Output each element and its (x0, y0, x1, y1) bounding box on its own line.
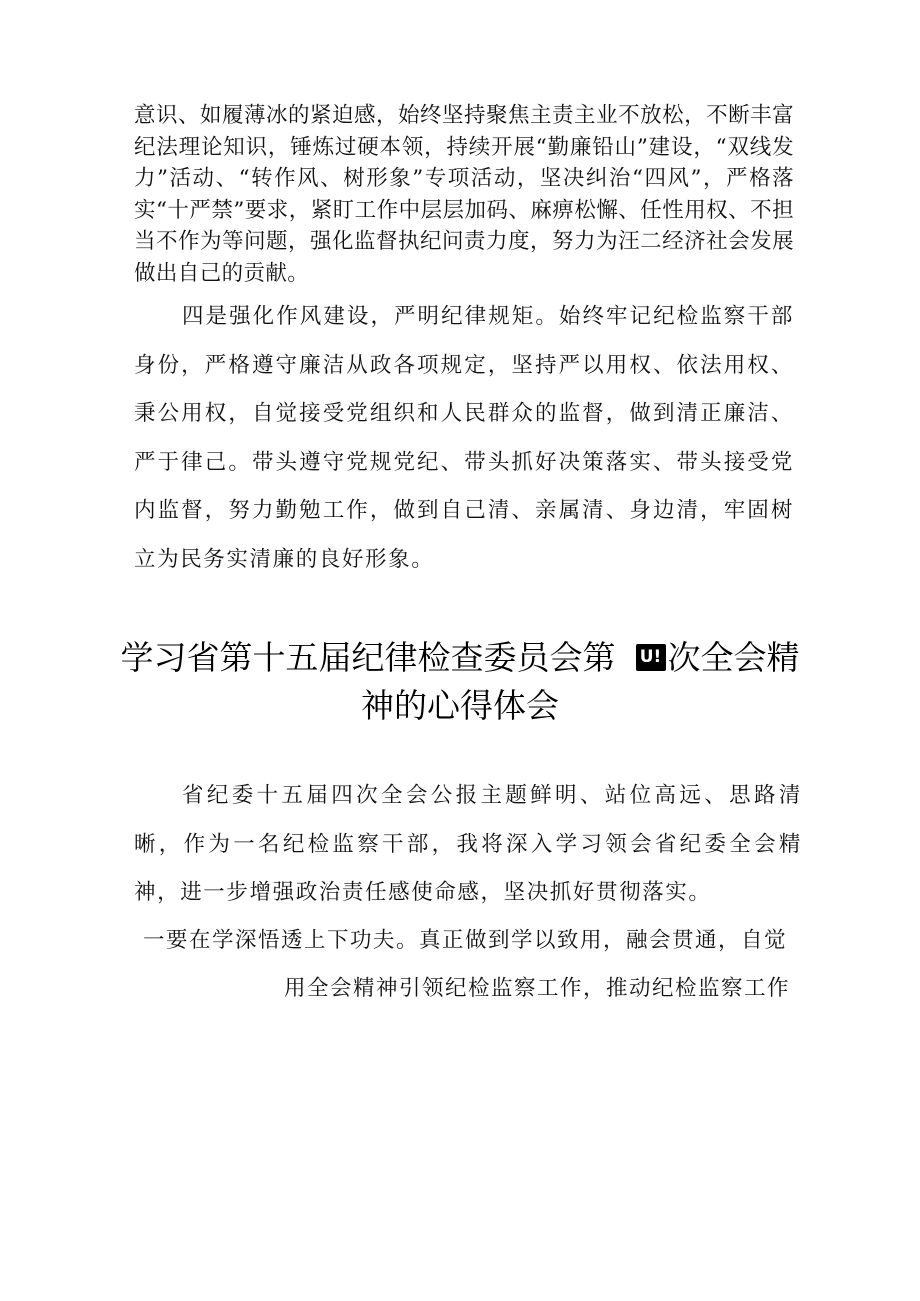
paragraph-continued: 意识、如履薄冰的紧迫感，始终坚持聚焦主责主业不放松，不断丰富纪法理论知识，锤炼过硬本领，持续开展“勤廉铅山”建设，“双线发力”活动、“转作风、树形象”专项活动，坚决纠治“四风”，严格落实“十严禁”要求，紧盯工作中层层加码、麻痹松懈、任性用权、不担当不作为等问题，强化监督执纪问责力度，努力为汪二经济社会发展做出自己的贡献。 (134, 103, 794, 286)
article-title-part1: 学习省第十五届纪律检查委员会第 (120, 638, 616, 677)
paragraph-point-one: 一要在学深悟透上下功夫。真正做到学以致用，融会贯通，自觉 (143, 928, 788, 953)
article-title (120, 634, 800, 730)
paragraph-intro: 省纪委十五届四次全会公报主题鲜明、站位高远、思路清晰，作为一名纪检监察干部，我将深入学习领会省纪委全会精神，进一步增强政治责任感使命感，坚决抓好贯彻落实。 (134, 783, 802, 905)
paragraph-point-four: 四是强化作风建设，严明纪律规矩。始终牢记纪检监察干部身份，严格遵守廉洁从政各项规定，坚持严以用权、依法用权、秉公用权，自觉接受党组织和人民群众的监督，做到清正廉洁、严于律己。带头遵守党规党纪、带头抓好决策落实、带头接受党内监督，努力勤勉工作，做到自己清、亲属清、身边清，牢固树立为民务实清廉的良好形象。 (134, 304, 794, 572)
paragraph-point-one-continued: 用全会精神引领纪检监察工作，推动纪检监察工作 (284, 976, 791, 1001)
garbled-glyph-box: U! (636, 644, 666, 671)
article-title-part2: 次全会精神的心得体会 (361, 638, 800, 725)
